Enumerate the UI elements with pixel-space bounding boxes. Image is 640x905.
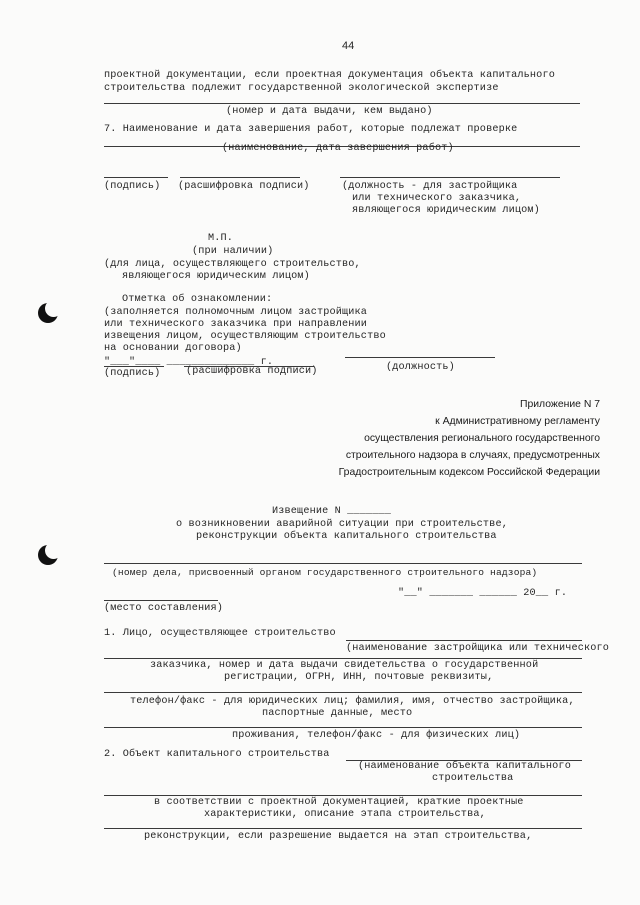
field-caption: паспортные данные, место: [262, 708, 413, 719]
appendix-heading: строительного надзора в случаях, предусмотренных: [345, 450, 600, 461]
notice-subtitle: реконструкции объекта капитального строительства: [196, 531, 497, 542]
signature-line: [104, 366, 164, 367]
field-caption: (номер дела, присвоенный органом государственного строительного надзора): [112, 567, 538, 578]
field-caption: в соответствии с проектной документацией, краткие проектные: [154, 797, 524, 808]
signature-caption: (должность): [386, 362, 455, 373]
date-line: "__" _______ ______ 20__ г.: [398, 588, 568, 599]
signature-line: [104, 177, 168, 178]
page-number: 44: [342, 40, 355, 52]
section-item-2: 2. Объект капитального строительства: [104, 749, 330, 760]
field-caption: (номер и дата выдачи, кем выдано): [226, 106, 433, 117]
field-caption: проживания, телефон/факс - для физических лиц): [232, 730, 521, 741]
punch-hole-mark: [38, 545, 58, 565]
field-caption: характеристики, описание этапа строительства,: [204, 809, 486, 820]
seal-mark: М.П.: [208, 233, 234, 244]
fill-in-line: [104, 828, 582, 829]
acknowledgement-note: (заполняется полномочным лицом застройщика: [104, 307, 368, 318]
field-caption: (наименование застройщика или технического: [346, 643, 610, 654]
signature-line: [180, 177, 300, 178]
appendix-heading: Градостроительным кодексом Российской Федерации: [338, 467, 600, 478]
appendix-heading: осуществления регионального государственного: [364, 433, 600, 444]
acknowledgement-note: или технического заказчика при направлении: [104, 319, 368, 330]
seal-note: являющегося юридическим лицом): [122, 271, 310, 282]
field-caption: регистрации, ОГРН, ИНН, почтовые реквизиты,: [224, 672, 494, 683]
notice-title: Извещение N _______: [272, 506, 392, 517]
fill-in-line: [104, 692, 582, 693]
notice-subtitle: о возникновении аварийной ситуации при строительстве,: [176, 519, 508, 530]
fill-in-line: [104, 658, 582, 659]
text-line: проектной документации, если проектная документация объекта капитального: [104, 70, 555, 81]
fill-in-line: [104, 600, 218, 601]
signature-caption: или технического заказчика,: [352, 193, 522, 204]
signature-caption: (расшифровка подписи): [178, 181, 310, 192]
seal-note: (для лица, осуществляющего строительство,: [104, 259, 361, 270]
signature-line: [345, 357, 495, 358]
signature-caption: являющегося юридическим лицом): [352, 205, 540, 216]
signature-caption: (подпись): [104, 368, 161, 379]
acknowledgement-note: извещения лицом, осуществляющим строительство: [104, 331, 386, 342]
section-item-7: 7. Наименование и дата завершения работ, которые подлежат проверке: [104, 124, 518, 135]
section-item-1: 1. Лицо, осуществляющее строительство: [104, 628, 336, 639]
fill-in-line: [104, 795, 582, 796]
signature-line: [340, 177, 560, 178]
field-caption: заказчика, номер и дата выдачи свидетельства о государственной: [150, 660, 539, 671]
fill-in-line: [104, 103, 580, 104]
appendix-heading: Приложение N 7: [520, 399, 600, 410]
acknowledgement-title: Отметка об ознакомлении:: [122, 294, 273, 305]
field-caption: строительства: [432, 773, 514, 784]
signature-caption: (подпись): [104, 181, 161, 192]
field-caption: реконструкции, если разрешение выдается на этап строительства,: [144, 831, 533, 842]
signature-caption: (расшифровка подписи): [186, 366, 318, 377]
field-caption: (наименование, дата завершения работ): [222, 143, 454, 154]
fill-in-line: [104, 727, 582, 728]
fill-in-line: [104, 563, 582, 564]
acknowledgement-note: на основании договора): [104, 343, 242, 354]
text-line: строительства подлежит государственной экологической экспертизе: [104, 83, 499, 94]
fill-in-line: [346, 640, 582, 641]
field-caption: (место составления): [104, 603, 224, 614]
date-line: "___"____ ______________ г.: [104, 357, 274, 368]
appendix-heading: к Административному регламенту: [435, 416, 600, 427]
punch-hole-mark: [38, 303, 58, 323]
seal-note: (при наличии): [192, 246, 274, 257]
field-caption: телефон/факс - для юридических лиц; фамилия, имя, отчество застройщика,: [130, 696, 575, 707]
signature-caption: (должность - для застройщика: [342, 181, 518, 192]
field-caption: (наименование объекта капитального: [358, 761, 571, 772]
